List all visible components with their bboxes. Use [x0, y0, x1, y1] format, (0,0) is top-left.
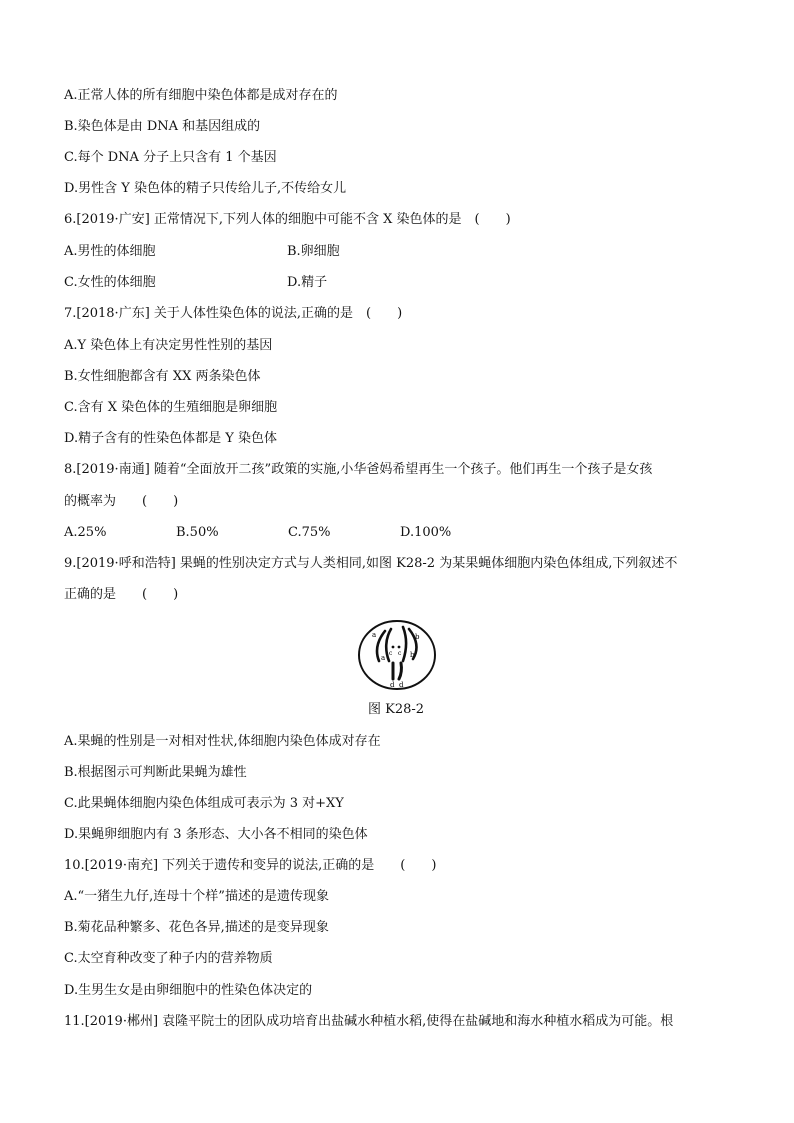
q10-option-a: A.“一猪生九仔,连母十个样”描述的是遗传现象	[64, 889, 329, 904]
q8-option-b: B.50%	[176, 525, 219, 540]
label-c-left: c	[389, 650, 393, 657]
q11-stem: 11.[2019·郴州] 袁隆平院士的团队成功培育出盐碱水种植水稻,使得在盐碱地和海水种植水稻成为可能。根	[64, 1014, 674, 1029]
prev-option-d: D.男性含 Y 染色体的精子只传给儿子,不传给女儿	[64, 181, 347, 196]
q9-stem-line1: 9.[2019·呼和浩特] 果蝇的性别决定方式与人类相同,如图 K28-2 为某果蝇体细胞内染色体组成,下列叙述不	[64, 556, 678, 571]
q9-option-c: C.此果蝇体细胞内染色体组成可表示为 3 对+XY	[64, 796, 344, 811]
figure-caption: 图 K28-2	[368, 702, 425, 717]
q9-option-a: A.果蝇的性别是一对相对性状,体细胞内染色体成对存在	[64, 734, 381, 749]
q10-option-c: C.太空育种改变了种子内的营养物质	[64, 951, 273, 966]
chromosome-d2	[399, 663, 401, 679]
q7-stem: 7.[2018·广东] 关于人体性染色体的说法,正确的是 ( )	[64, 306, 403, 321]
q10-stem: 10.[2019·南充] 下列关于遗传和变异的说法,正确的是 ( )	[64, 858, 437, 873]
prev-option-b: B.染色体是由 DNA 和基因组成的	[64, 119, 261, 134]
label-d-left: d	[390, 681, 395, 689]
label-a-lower: a	[381, 654, 386, 662]
label-c-right: c	[398, 650, 402, 657]
q6-option-a: A.男性的体细胞	[64, 244, 156, 259]
q10-option-d: D.生男生女是由卵细胞中的性染色体决定的	[64, 983, 313, 998]
q7-option-c: C.含有 X 染色体的生殖细胞是卵细胞	[64, 400, 278, 415]
q8-stem-line1: 8.[2019·南通] 随着“全面放开二孩”政策的实施,小华爸妈希望再生一个孩子。他们再生一个孩子是女孩	[64, 462, 653, 477]
chromosome-c2	[398, 646, 401, 649]
q7-option-d: D.精子含有的性染色体都是 Y 染色体	[64, 431, 277, 446]
q7-option-a: A.Y 染色体上有决定男性性别的基因	[64, 338, 273, 353]
q6-stem: 6.[2019·广安] 正常情况下,下列人体的细胞中可能不含 X 染色体的是 ( )	[64, 212, 511, 227]
q6-option-c: C.女性的体细胞	[64, 275, 156, 290]
label-d-right: d	[399, 681, 404, 689]
q8-option-a: A.25%	[64, 525, 107, 540]
label-a-upper: a	[372, 631, 377, 639]
q8-option-d: D.100%	[400, 525, 452, 540]
q10-option-b: B.菊花品种繁多、花色各异,描述的是变异现象	[64, 920, 329, 935]
q8-stem-line2: 的概率为 ( )	[64, 494, 179, 509]
q7-option-b: B.女性细胞都含有 XX 两条染色体	[64, 369, 261, 384]
label-b-upper: b	[415, 633, 420, 641]
q9-option-d: D.果蝇卵细胞内有 3 条形态、大小各不相同的染色体	[64, 827, 368, 842]
cell-outline	[359, 621, 435, 689]
q9-stem-line2: 正确的是 ( )	[64, 587, 179, 602]
q6-option-b: B.卵细胞	[287, 244, 340, 259]
chromosome-c1	[392, 646, 395, 649]
q8-option-c: C.75%	[288, 525, 331, 540]
prev-option-c: C.每个 DNA 分子上只含有 1 个基因	[64, 150, 277, 165]
q6-option-d: D.精子	[287, 275, 328, 290]
q9-option-b: B.根据图示可判断此果蝇为雄性	[64, 765, 247, 780]
label-b-lower: b	[410, 651, 415, 659]
chromosome-b1	[403, 627, 406, 661]
chromosome-diagram	[355, 617, 439, 693]
prev-option-a: A.正常人体的所有细胞中染色体都是成对存在的	[64, 88, 338, 103]
